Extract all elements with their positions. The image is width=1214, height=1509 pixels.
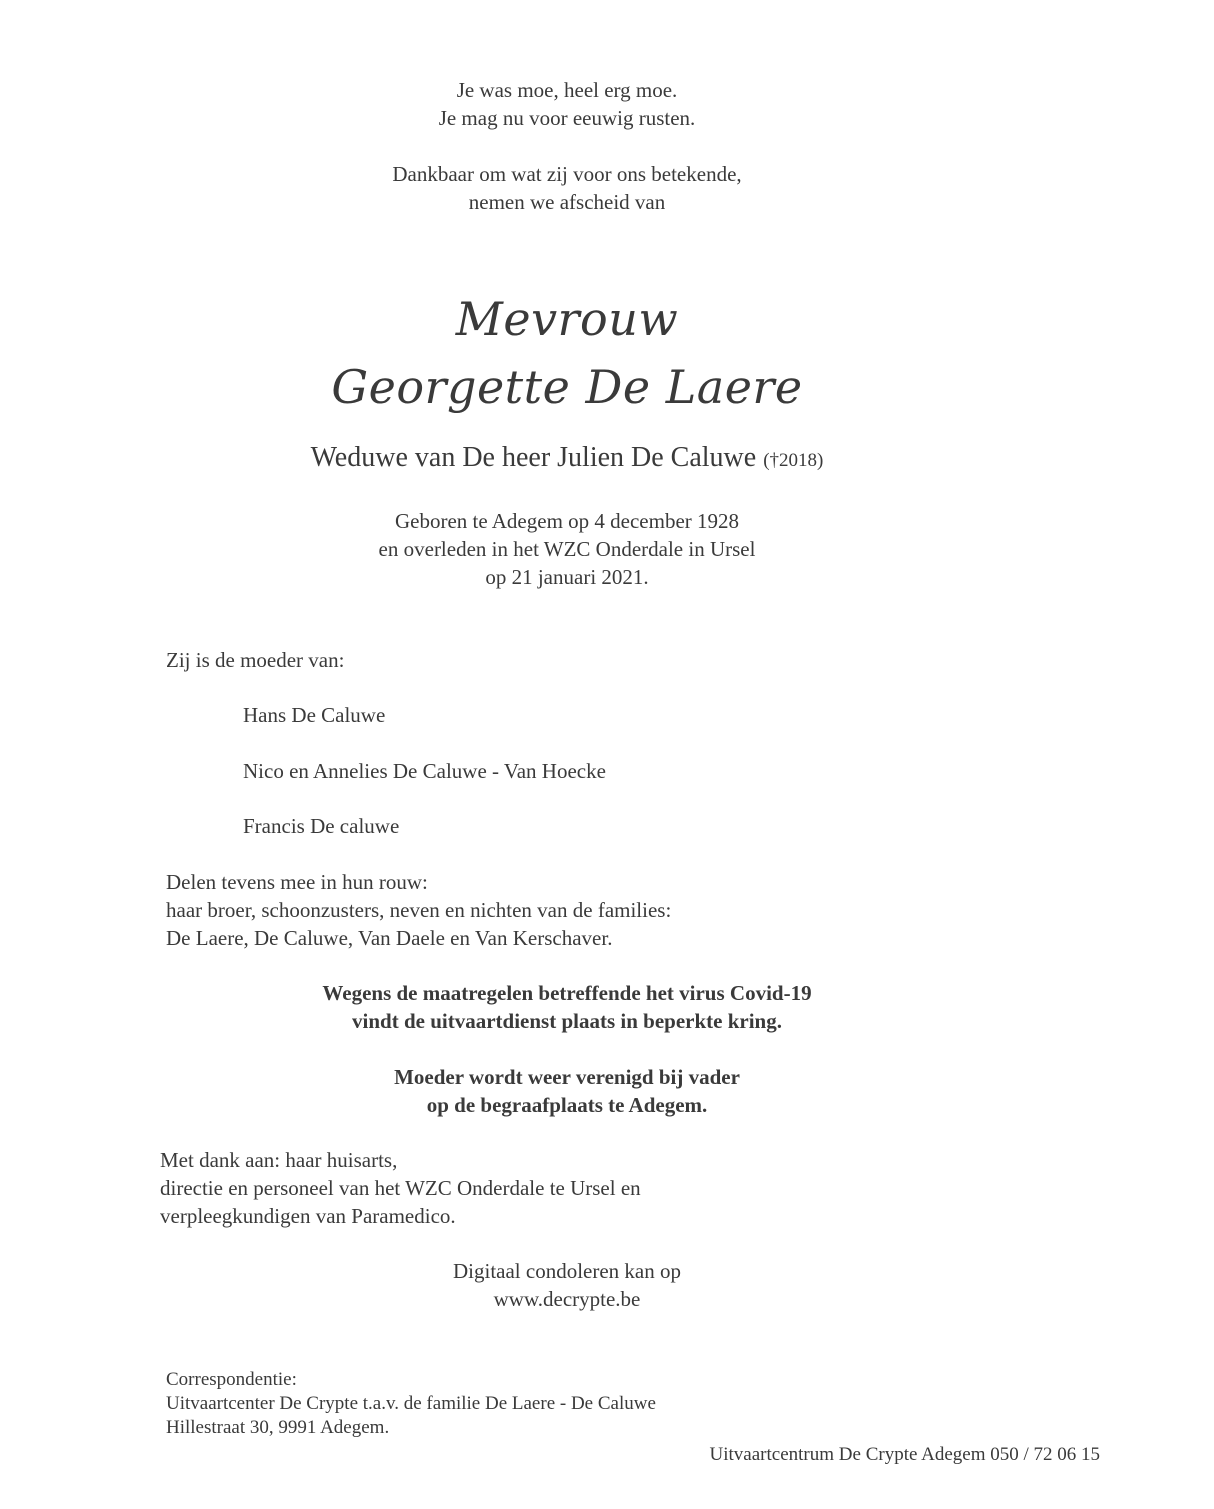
deceased-title: Mevrouw bbox=[455, 292, 679, 346]
notice-line: Moeder wordt weer verenigd bij vader bbox=[394, 1065, 740, 1089]
mourning-line: haar broer, schoonzusters, neven en nichten van de families: bbox=[166, 898, 672, 922]
condolences-block bbox=[0, 1257, 1134, 1313]
notice-line: vindt de uitvaartdienst plaats in beperkte kring. bbox=[352, 1009, 782, 1033]
spacer bbox=[0, 1035, 1134, 1063]
thanks-line: Met dank aan: haar huisarts, bbox=[160, 1148, 398, 1172]
dates-line: op 21 januari 2021. bbox=[485, 565, 649, 589]
deceased-name: Georgette De Laere bbox=[331, 360, 803, 414]
spacer bbox=[0, 132, 1134, 160]
intro-line: nemen we afscheid van bbox=[468, 190, 666, 214]
child-item: Hans De Caluwe bbox=[243, 703, 386, 727]
thanks-line: verpleegkundigen van Paramedico. bbox=[160, 1204, 456, 1228]
intro-verse bbox=[0, 76, 1134, 216]
thanks-line: directie en personeel van het WZC Onderdale te Ursel en bbox=[160, 1176, 641, 1200]
mourning-line: De Laere, De Caluwe, Van Daele en Van Kerschaver. bbox=[166, 926, 613, 950]
correspondence-line: Hillestraat 30, 9991 Adegem. bbox=[166, 1417, 390, 1438]
funeral-home-footer: Uitvaartcentrum De Crypte Adegem 050 / 72 06 15 bbox=[709, 1444, 1100, 1465]
notice-line: Wegens de maatregelen betreffende het virus Covid-19 bbox=[322, 981, 812, 1005]
funeral-notice bbox=[0, 979, 1134, 1119]
child-item: Francis De caluwe bbox=[243, 814, 400, 838]
correspondence-block bbox=[166, 1368, 656, 1440]
family-heading: Zij is de moeder van: bbox=[166, 648, 345, 672]
intro-line: Dankbaar om wat zij voor ons betekende, bbox=[392, 162, 742, 186]
child-item: Nico en Annelies De Caluwe - Van Hoecke bbox=[243, 759, 606, 783]
widow-of bbox=[0, 442, 1134, 474]
mourning-line: Delen tevens mee in hun rouw: bbox=[166, 870, 428, 894]
widow-year: (†2018) bbox=[763, 450, 824, 471]
thanks-block bbox=[160, 1146, 641, 1230]
dates-line: Geboren te Adegem op 4 december 1928 bbox=[394, 509, 740, 533]
notice-line: op de begraafplaats te Adegem. bbox=[426, 1093, 708, 1117]
mourning-block bbox=[166, 868, 671, 952]
dates-line: en overleden in het WZC Onderdale in Ursel bbox=[378, 537, 756, 561]
correspondence-line: Uitvaartcenter De Crypte t.a.v. de familie De Laere - De Caluwe bbox=[166, 1393, 656, 1414]
intro-line: Je mag nu voor eeuwig rusten. bbox=[438, 106, 696, 130]
condolences-link[interactable]: www.decrypte.be bbox=[493, 1287, 641, 1311]
widow-of-text: Weduwe van De heer Julien De Caluwe bbox=[310, 442, 757, 473]
intro-line: Je was moe, heel erg moe. bbox=[456, 78, 678, 102]
condolences-line: Digitaal condoleren kan op bbox=[452, 1259, 681, 1283]
life-dates bbox=[0, 507, 1134, 591]
correspondence-heading: Correspondentie: bbox=[166, 1369, 297, 1390]
